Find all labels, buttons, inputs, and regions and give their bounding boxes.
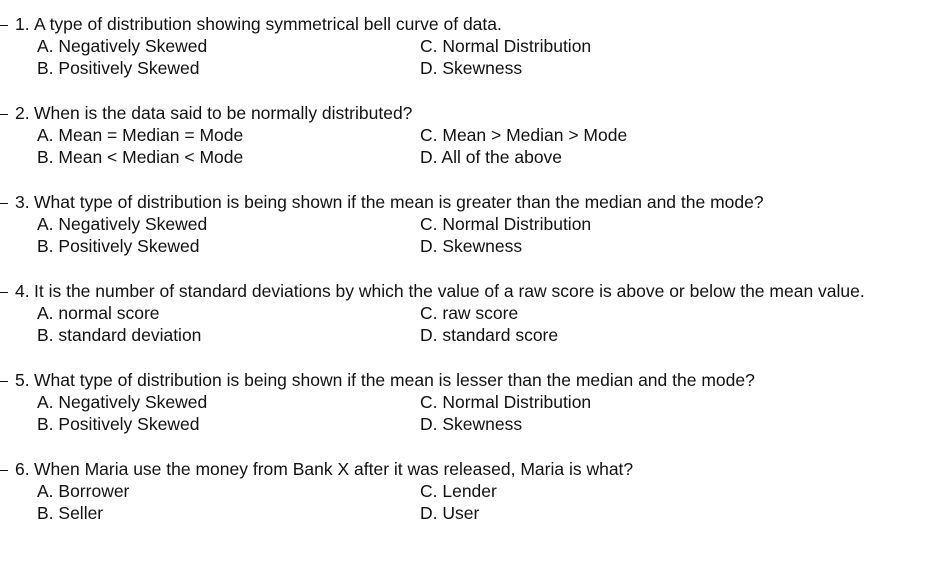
option-c: C. Mean > Median > Mode (420, 125, 628, 145)
question-text (0, 191, 935, 213)
answer-blank (0, 381, 8, 382)
question-6 (0, 458, 935, 524)
question-2 (0, 102, 935, 168)
question-5 (0, 369, 935, 435)
option-d: D. All of the above (420, 147, 563, 167)
answer-blank (0, 114, 8, 115)
option-d: D. Skewness (420, 414, 523, 434)
option-b: B. Seller (37, 503, 104, 523)
question-prompt: When Maria use the money from Bank X after it was released, Maria is what? (34, 459, 634, 479)
question-number: 4. (15, 281, 30, 301)
question-prompt: A type of distribution showing symmetrical bell curve of data. (34, 14, 502, 34)
option-b: B. Positively Skewed (37, 414, 200, 434)
question-number: 2. (15, 103, 30, 123)
options (0, 480, 935, 524)
option-d: D. Skewness (420, 236, 523, 256)
option-a: A. Borrower (37, 481, 130, 501)
question-number: 6. (15, 459, 30, 479)
option-b: B. Positively Skewed (37, 58, 200, 78)
quiz (0, 13, 935, 547)
options (0, 391, 935, 435)
option-c: C. Normal Distribution (420, 214, 592, 234)
question-prompt: What type of distribution is being shown if the mean is greater than the median and the mode? (34, 192, 764, 212)
option-a: A. Negatively Skewed (37, 214, 208, 234)
option-a: A. Negatively Skewed (37, 36, 208, 56)
question-number: 1. (15, 14, 30, 34)
options (0, 213, 935, 257)
options (0, 124, 935, 168)
option-a: A. Mean = Median = Mode (37, 125, 244, 145)
question-4 (0, 280, 935, 346)
question-text (0, 280, 935, 302)
option-c: C. Normal Distribution (420, 36, 592, 56)
question-1 (0, 13, 935, 79)
option-b: B. Positively Skewed (37, 236, 200, 256)
question-text (0, 13, 935, 35)
options (0, 35, 935, 79)
question-3 (0, 191, 935, 257)
answer-blank (0, 292, 8, 293)
answer-blank (0, 203, 8, 204)
answer-blank (0, 470, 8, 471)
option-a: A. Negatively Skewed (37, 392, 208, 412)
question-number: 5. (15, 370, 30, 390)
option-b: B. Mean < Median < Mode (37, 147, 244, 167)
question-text (0, 458, 935, 480)
question-number: 3. (15, 192, 30, 212)
question-prompt: It is the number of standard deviations by which the value of a raw score is above or below the mean value. (34, 281, 865, 301)
option-c: C. raw score (420, 303, 519, 323)
option-b: B. standard deviation (37, 325, 202, 345)
option-d: D. standard score (420, 325, 559, 345)
option-d: D. Skewness (420, 58, 523, 78)
option-d: D. User (420, 503, 480, 523)
question-prompt: When is the data said to be normally distributed? (34, 103, 413, 123)
question-text (0, 369, 935, 391)
question-text (0, 102, 935, 124)
option-a: A. normal score (37, 303, 160, 323)
answer-blank (0, 25, 8, 26)
options (0, 302, 935, 346)
option-c: C. Normal Distribution (420, 392, 592, 412)
question-prompt: What type of distribution is being shown if the mean is lesser than the median and the mode? (34, 370, 755, 390)
option-c: C. Lender (420, 481, 497, 501)
